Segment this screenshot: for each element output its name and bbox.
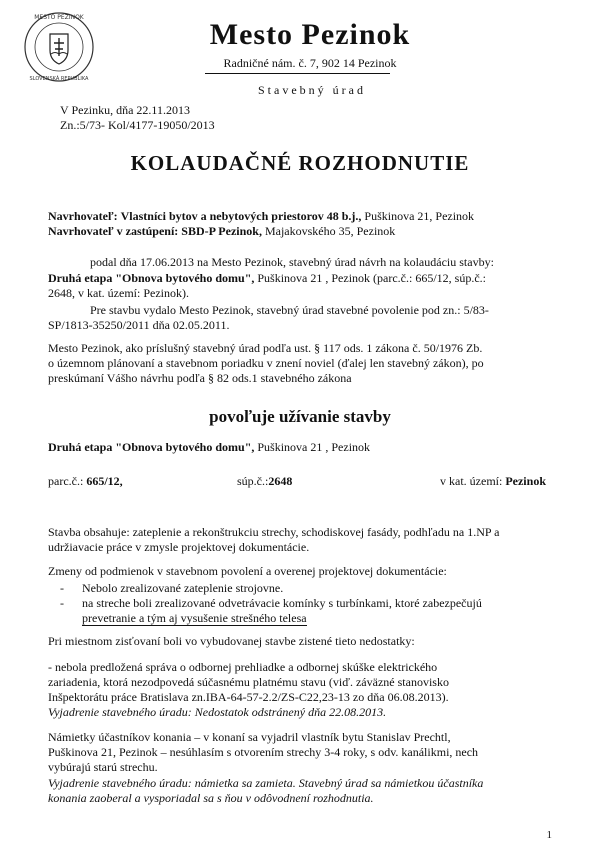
representative-address: Majakovského 35, Pezinok [261, 224, 396, 238]
deficiency-line-2: zariadenia, ktorá nezodpovedá súčasnému platnému stavu (viď. záväzné stanovisko [48, 675, 449, 689]
decision-building-name: Druhá etapa "Obnova bytového domu", [48, 440, 255, 454]
applicant-address: Puškinova 21, Pezinok [361, 209, 475, 223]
applicant-label: Navrhovateľ: [48, 209, 118, 223]
changes-list [60, 581, 570, 626]
list-item-text-line-2: prevetranie a tým aj vysušenie strešného telesa [82, 611, 307, 625]
list-item-text [82, 596, 482, 626]
representative-name: SBD-P Pezinok, [181, 224, 262, 238]
deficiency-line-1: - nebola predložená správa o odbornej prehliadke a odbornej skúške elektrického [48, 660, 438, 674]
list-item-text: Nebolo zrealizované zateplenie strojovne. [82, 581, 284, 595]
intro-line-4: Pre stavbu vydalo Mesto Pezinok, stavebný úrad stavebné povolenie pod zn.: 5/83- [90, 303, 489, 317]
decision-building-address: Puškinova 21 , Pezinok [254, 440, 371, 454]
objections-line-2: Puškinova 21, Pezinok – nesúhlasím s otvorením strechy 3-4 roky, s odv. kanálikmi, nech [48, 745, 479, 759]
intro-line-3: 2648, v kat. území: Pezinok). [48, 286, 189, 300]
building-name: Druhá etapa "Obnova bytového domu", [48, 271, 255, 285]
content-line-2: udržiavacie práce v zmysle projektovej dokumentácie. [48, 540, 310, 554]
objections-office-response-2: konania zaoberal a vysporiadal sa s ňou v odôvodnení rozhodnutia. [48, 791, 374, 805]
representative-label: Navrhovateľ v zastúpení: [48, 224, 179, 238]
intro-line-2 [48, 271, 486, 286]
decision-building [48, 440, 370, 455]
authority-line-1: Mesto Pezinok, ako príslušný stavebný úrad podľa ust. § 117 ods. 1 zákona č. 50/1976 Zb. [48, 341, 483, 355]
cadastral-value: Pezinok [505, 474, 546, 488]
intro-line-5: SP/1813-35250/2011 dňa 02.05.2011. [48, 318, 230, 332]
applicant-line-1 [48, 209, 474, 224]
bullet-mark: - [60, 581, 64, 595]
applicant-line-2 [48, 224, 395, 239]
registry-label: súp.č.: [237, 474, 269, 488]
decision-heading: povoľuje užívanie stavby [209, 407, 391, 426]
list-item [60, 581, 570, 596]
document-title: KOLAUDAČNÉ ROZHODNUTIE [130, 151, 470, 175]
svg-text:SLOVENSKÁ REPUBLIKA: SLOVENSKÁ REPUBLIKA [29, 76, 89, 82]
content-line-1: Stavba obsahuje: zateplenie a rekonštrukciu strechy, schodiskovej fasády, podhľadu na 1.NP a [48, 525, 500, 539]
cadastral-area [440, 474, 546, 489]
page-number: 1 [546, 829, 552, 841]
registry-number [237, 474, 292, 489]
date-line: V Pezinku, dňa 22.11.2013 [60, 103, 190, 117]
parcel-number [48, 474, 123, 489]
objections-line-3: vybúrajú starú strechu. [48, 760, 158, 774]
deficiency-office-response: Vyjadrenie stavebného úradu: Nedostatok odstránený dňa 22.08.2013. [48, 705, 387, 719]
deficiency-line-3: Inšpektorátu práce Bratislava zn.IBA-64-57-2.2/ZS-C22,23-13 zo dňa 06.08.2013). [48, 690, 449, 704]
cadastral-label: v kat. území: [440, 474, 506, 488]
building-address: Puškinova 21 , Pezinok (parc.č.: 665/12, súp.č.: [254, 271, 486, 285]
objections-line-1: Námietky účastníkov konania – v konaní sa vyjadril vlastník bytu Stanislav Prechtl, [48, 730, 451, 744]
svg-text:MESTO PEZINOK: MESTO PEZINOK [34, 14, 84, 21]
deficiencies-intro: Pri miestnom zisťovaní boli vo vybudovanej stavbe zistené tieto nedostatky: [48, 634, 415, 648]
city-address: Radničné nám. č. 7, 902 14 Pezinok [223, 56, 397, 70]
office-name: Stavebný úrad [258, 83, 366, 97]
header-divider [205, 73, 390, 74]
city-name: Mesto Pezinok [209, 18, 411, 51]
changes-intro: Zmeny od podmienok v stavebnom povolení a overenej projektovej dokumentácie: [48, 564, 447, 578]
intro-line-1: podal dňa 17.06.2013 na Mesto Pezinok, stavebný úrad návrh na kolaudáciu stavby: [90, 255, 494, 269]
reference-number: Zn.:5/73- Kol/4177-19050/2013 [60, 118, 215, 132]
list-item [60, 596, 570, 626]
authority-line-3: preskúmaní Vášho návrhu podľa § 82 ods.1 stavebného zákona [48, 371, 352, 385]
authority-line-2: o územnom plánovaní a stavebnom poriadku v znení noviel (ďalej len stavebný zákon), po [48, 356, 484, 370]
bullet-mark: - [60, 596, 64, 610]
parcel-value: 665/12, [86, 474, 123, 488]
objections-office-response-1: Vyjadrenie stavebného úradu: námietka sa zamieta. Stavebný úrad sa námietkou účastníka [48, 776, 484, 790]
list-item-text-line-1: na streche boli zrealizované odvetrávacie komínky s turbínkami, ktoré zabezpečujú [82, 596, 482, 610]
registry-value: 2648 [268, 474, 293, 488]
applicant-name: Vlastníci bytov a nebytových priestorov 48 b.j., [120, 209, 362, 223]
parcel-label: parc.č.: [48, 474, 87, 488]
